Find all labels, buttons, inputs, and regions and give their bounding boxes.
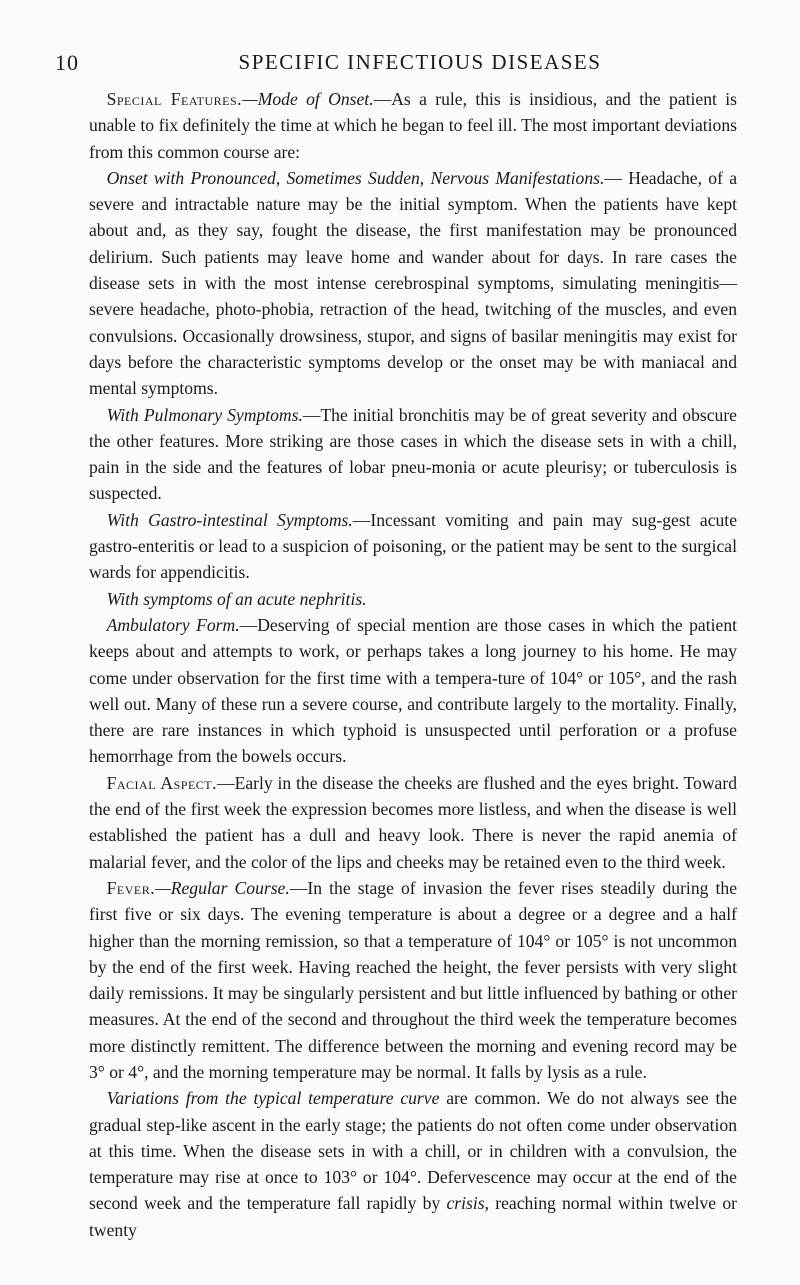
paragraph-text: — Headache, of a severe and intractable nature may be the initial symptom. When the patients have kept about and, as they say, fought the disease, the first manifestation may be pronounced delirium. Such patients may leave home and wander about for days. In rare cases the disease sets in with the most intense cerebrospinal symptoms, simulating meningitis—severe headache, photo-phobia, retraction of the head, twitching of the muscles, and even convulsions. Occasionally drowsiness, stupor, and signs of basilar meningitis may exist for days before the characteristic symptoms develop or the onset may be with maniacal and mental symptoms. (89, 167, 738, 399)
paragraph-text: , reaching normal within twelve or twenty (89, 1193, 737, 1240)
paragraph-text: —As a rule, this is insidious, and the patient is unable to fix definitely the time at which he began to feel ill. The most important deviations from this common course are: (89, 89, 737, 162)
paragraph-facial-aspect (89, 770, 737, 875)
section-heading: Facial Aspect. (106, 772, 218, 793)
paragraph-text: —Early in the disease the cheeks are flushed and the eyes bright. Toward the end of the first week the expression becomes more listless, and when the disease is well established the patient has a dull and heavy look. There is never the rapid anemia of malarial fever, and the color of the lips and cheeks may be retained even to the third week. (89, 772, 737, 872)
paragraph-ambulatory (89, 612, 737, 770)
body-text (89, 86, 737, 1243)
running-title: SPECIFIC INFECTIOUS DISEASES (238, 50, 602, 74)
paragraph-text: —In the stage of invasion the fever rises steadily during the first five or six days. The evening temperature is about a degree or a degree and a half higher than the morning remission, so that a temperature of 104° or 105° is not uncommon by the end of the first week. Having reached the height, the fever persists with very slight daily remissions. It may be singularly persistent and but little influenced by bathing or other measures. At the end of the second and throughout the third week the temperature becomes more distinctly remittent. The difference between the morning and evening record may be 3° or 4°, and the morning temperature may be normal. It falls by lysis as a rule. (89, 877, 738, 1082)
paragraph-special-features (89, 86, 737, 165)
paragraph-fever (89, 875, 737, 1085)
paragraph-text: —Deserving of special mention are those cases in which the patient keeps about and attempts to work, or perhaps takes a long journey to his home. He may come under observation for the first time with a tempera-ture of 104° or 105°, and the rash well out. Many of these run a severe course, and contribute largely to the mortality. Finally, there are rare instances in which typhoid is unsuspected until perforation or a profuse hemorrhage from the bowels occurs. (89, 614, 738, 767)
subsection-heading: With Pulmonary Symptoms. (106, 404, 303, 425)
subsection-heading: Variations from the typical temperature curve (106, 1088, 440, 1109)
section-heading: Special Features. (106, 89, 243, 109)
paragraph-gastro-intestinal (89, 507, 737, 586)
subsection-heading: —Mode of Onset. (242, 89, 374, 109)
paragraph-text: are common. We do not always see the gradual step-like ascent in the early stage; the patients do not often come under observation at this time. When the disease sets in with a chill, or in children with a convulsion, the temperature may rise at once to 103° or 104°. Defervescence may occur at the end of the second week and the temperature fall rapidly by (89, 1088, 737, 1214)
section-heading: Fever. (106, 877, 156, 898)
subsection-heading: With Gastro-intestinal Symptoms. (106, 509, 353, 530)
paragraph-nervous-onset (89, 165, 737, 402)
subsection-heading: Ambulatory Form. (106, 614, 240, 635)
paragraph-text: —Incessant vomiting and pain may sug-gest acute gastro-enteritis or lead to a suspicion of poisoning, or the patient may be sent to the surgical wards for appendicitis. (89, 509, 737, 583)
subsection-heading: —Regular Course. (155, 877, 290, 898)
paragraph-text: —The initial bronchitis may be of great severity and obscure the other features. More striking are those cases in which the disease sets in with a chill, pain in the side and the features of lobar pneu-monia or acute pleurisy; or tuberculosis is suspected. (89, 404, 737, 504)
paragraph-nephritis (89, 586, 737, 612)
paragraph-pulmonary (89, 402, 737, 507)
page-header (55, 50, 745, 78)
subsection-heading: Onset with Pronounced, Sometimes Sudden, Nervous Manifestations. (106, 167, 605, 188)
subsection-heading: With symptoms of an acute nephritis. (106, 588, 367, 609)
page-number: 10 (55, 50, 79, 75)
emphasis-text: crisis (446, 1193, 485, 1214)
paragraph-variations (89, 1085, 737, 1243)
